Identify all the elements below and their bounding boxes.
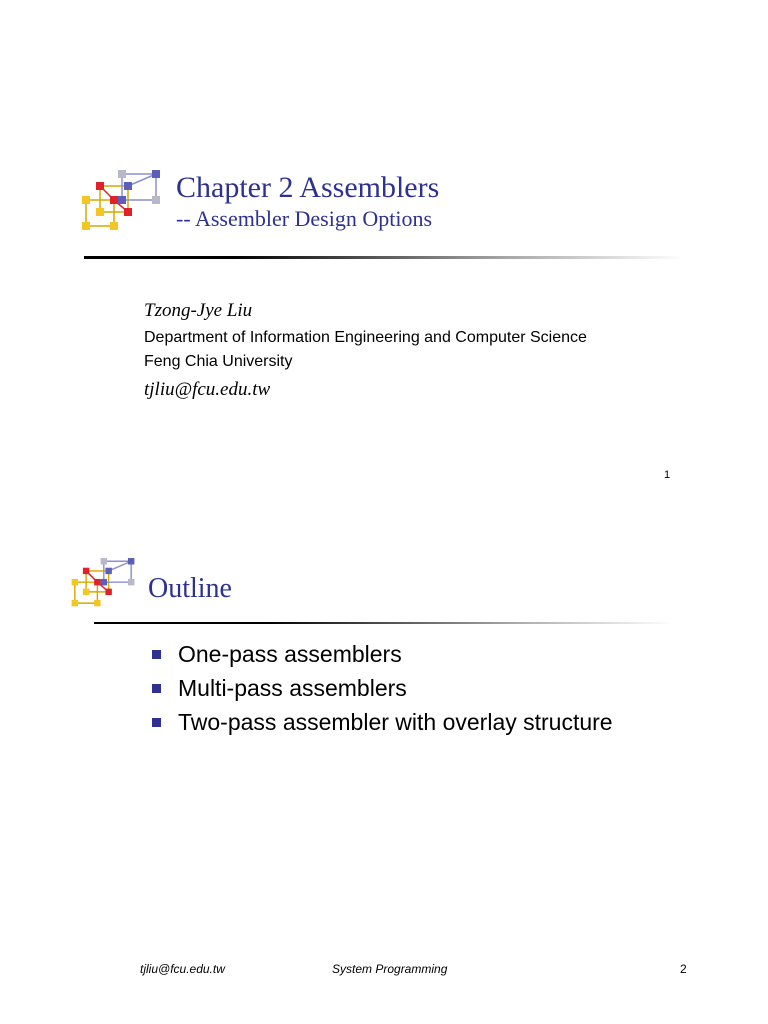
outline-list (152, 637, 613, 739)
bullet-text: One-pass assemblers (178, 641, 402, 667)
list-item (152, 671, 613, 705)
department-text: Department of Information Engineering and Computer Science (144, 329, 587, 346)
outline-title: Outline (148, 573, 232, 604)
slide-title: Chapter 2 Assemblers (176, 171, 440, 204)
footer-course: System Programming (332, 962, 448, 976)
university-text: Feng Chia University (144, 353, 293, 370)
bullet-text: Two-pass assembler with overlay structure (178, 709, 613, 735)
bullet-text: Multi-pass assemblers (178, 675, 407, 701)
slide-subtitle: -- Assembler Design Options (176, 206, 433, 231)
author-name: Tzong-Jye Liu (144, 300, 253, 321)
page-number: 1 (664, 469, 671, 481)
footer-email: tjliu@fcu.edu.tw (140, 962, 225, 976)
outline-divider (94, 622, 674, 624)
list-item (152, 705, 613, 739)
lattice-logo-icon (70, 556, 136, 610)
square-bullet-icon (152, 650, 161, 659)
lattice-logo-icon (80, 168, 162, 234)
square-bullet-icon (152, 684, 161, 693)
author-email[interactable]: tjliu@fcu.edu.tw (144, 379, 271, 400)
page-number: 2 (680, 962, 687, 976)
list-item (152, 637, 613, 671)
title-divider (84, 256, 684, 259)
square-bullet-icon (152, 718, 161, 727)
